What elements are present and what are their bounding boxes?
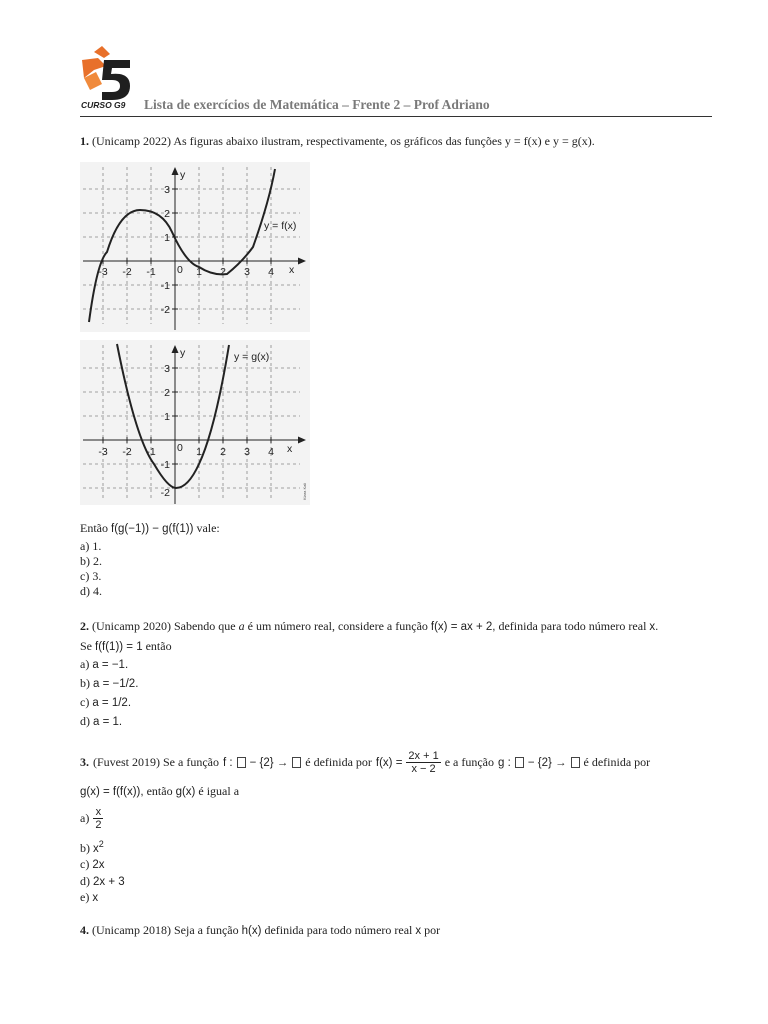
real-set-symbol <box>292 757 301 768</box>
q2-text: definida para todo número real <box>498 619 647 633</box>
q3-g-domain: g : <box>498 756 511 769</box>
graph-f-ytick: 2 <box>164 208 170 220</box>
option-fraction <box>93 806 103 831</box>
graph-g-xtick: 3 <box>244 446 250 458</box>
q3-text: então <box>146 784 173 798</box>
option-letter: b) <box>80 841 90 855</box>
option-value: a = −1/2. <box>93 678 139 690</box>
graph-g <box>80 340 310 505</box>
graph-g-ytick: 2 <box>164 387 170 399</box>
option-letter: b) <box>80 676 90 690</box>
option-value: x <box>92 892 99 904</box>
q3-text: (Fuvest 2019) Se a função <box>93 755 219 769</box>
question-2-statement <box>80 619 658 634</box>
graph-f-xtick: -3 <box>98 266 108 278</box>
header-rule <box>80 116 712 117</box>
fraction-denominator: x − 2 <box>411 763 436 775</box>
graph-g-xtick: 1 <box>196 446 202 458</box>
logo-text: CURSO G9 <box>81 100 126 110</box>
then-expression: f(g(−1)) − g(f(1)) <box>111 523 194 535</box>
option-value: a = 1/2. <box>92 697 132 709</box>
graph-g-label: y = g(x) <box>234 351 270 363</box>
option-value: a = −1. <box>92 659 129 671</box>
real-set-symbol <box>571 757 580 768</box>
q2-option[interactable] <box>80 657 128 672</box>
q1-option[interactable]: d) 4. <box>80 584 102 598</box>
q2-option[interactable] <box>80 714 122 729</box>
graph-g-ytick: -2 <box>160 487 170 499</box>
graph-f-ytick: -1 <box>160 280 170 292</box>
graph-f-ytick: -2 <box>160 304 170 316</box>
q2-text: (Unicamp 2020) Sabendo que <box>92 619 236 633</box>
question-3-line2 <box>80 784 239 799</box>
then-suffix: vale: <box>196 521 220 535</box>
question-2-condition <box>80 639 172 654</box>
option-value: a = 1. <box>93 716 123 728</box>
graph-f-xtick: -1 <box>146 266 156 278</box>
q2-var-a: a <box>238 619 245 633</box>
q4-text: (Unicamp 2018) Seja a função <box>92 923 239 937</box>
then-prefix: Então <box>80 521 108 535</box>
graph-f-xtick: 1 <box>196 266 202 278</box>
graph-f <box>80 162 310 332</box>
q1-option[interactable]: b) 2. <box>80 554 102 568</box>
question-4-number: 4. <box>80 923 89 937</box>
q2-if-suffix: então <box>145 639 172 653</box>
real-set-symbol <box>237 757 246 768</box>
question-1-then <box>80 521 220 536</box>
q3-text: é definida por <box>305 755 372 769</box>
option-letter: e) <box>80 890 90 904</box>
graph-f-label: y = f(x) <box>264 220 297 232</box>
q3-option[interactable] <box>80 857 104 872</box>
graph-f-xtick: -2 <box>122 266 132 278</box>
q3-option[interactable] <box>80 890 98 905</box>
graph-g-xtick: -3 <box>98 446 108 458</box>
graph-f-xtick: 2 <box>220 266 226 278</box>
q2-if-prefix: Se <box>80 639 92 653</box>
real-set-symbol <box>515 757 524 768</box>
graph-credit: Kiara Kali <box>302 482 307 500</box>
question-4-statement <box>80 923 440 938</box>
graph-f-xtick: 4 <box>268 266 274 278</box>
option-value: x <box>93 843 99 855</box>
q2-option[interactable] <box>80 676 138 691</box>
graph-f-ytick: 3 <box>164 184 170 196</box>
q3-f-domain: f : <box>222 756 233 769</box>
q3-text: é igual a <box>198 784 240 798</box>
q3-text: e a função <box>444 755 495 769</box>
q2-if-expression: f(f(1)) = 1 <box>95 641 143 653</box>
graph-f-xlabel: x <box>289 264 295 276</box>
graph-g-origin: 0 <box>177 442 183 454</box>
option-letter: a) <box>80 811 90 825</box>
q3-gx: g(x) <box>175 786 196 798</box>
q1-option[interactable]: c) 3. <box>80 569 102 583</box>
option-letter: c) <box>80 695 90 709</box>
fraction-denominator: 2 <box>95 819 102 831</box>
option-letter: d) <box>80 874 90 888</box>
option-letter: d) <box>80 714 90 728</box>
q2-option[interactable] <box>80 695 131 710</box>
graph-g-xtick: -2 <box>122 446 132 458</box>
q3-fraction <box>406 750 440 775</box>
q2-var-x: x. <box>649 621 659 633</box>
q3-option[interactable] <box>80 874 125 889</box>
q3-g-definition: g(x) = f(f(x)), <box>80 786 144 798</box>
q3-option[interactable] <box>80 839 104 856</box>
q4-var-x: x <box>415 925 422 937</box>
graph-f-xtick: 3 <box>244 266 250 278</box>
q3-text: é definida por <box>583 755 651 769</box>
question-3-number: 3. <box>80 755 89 769</box>
question-2-number: 2. <box>80 619 89 633</box>
graph-f-ylabel: y <box>180 169 186 181</box>
fraction-numerator: x <box>93 806 103 819</box>
q2-function: f(x) = ax + 2, <box>430 621 496 633</box>
q4-text: definida para todo número real <box>264 923 413 937</box>
question-1-number: 1. <box>80 134 89 148</box>
q3-set-minus: − {2} → <box>249 756 289 769</box>
page-header-title: Lista de exercícios de Matemática – Frente 2 – Prof Adriano <box>144 97 490 112</box>
fraction-numerator: 2x + 1 <box>408 750 439 762</box>
option-value: 2x <box>92 859 105 871</box>
option-letter: a) <box>80 657 90 671</box>
q4-text: por <box>424 923 441 937</box>
option-letter: c) <box>80 857 90 871</box>
graph-f-ytick: 1 <box>164 232 170 244</box>
q2-text: é um número real, considere a função <box>247 619 428 633</box>
q1-option[interactable]: a) 1. <box>80 539 102 553</box>
question-1-text: (Unicamp 2022) As figuras abaixo ilustram, respectivamente, os gráficos das funções y = f(x) e y = g(x). <box>92 134 595 148</box>
question-1-statement <box>80 134 595 149</box>
graph-g-xlabel: x <box>287 443 293 455</box>
graph-g-ylabel: y <box>180 347 186 359</box>
q4-hx: h(x) <box>241 925 262 937</box>
curso-g9-logo <box>80 44 132 110</box>
graph-g-ytick: -1 <box>160 459 170 471</box>
q3-option[interactable] <box>80 806 103 831</box>
graph-g-ytick: 1 <box>164 411 170 423</box>
graph-g-xtick: 2 <box>220 446 226 458</box>
q3-set-minus: − {2} → <box>527 756 567 769</box>
q3-fx-prefix: f(x) = <box>375 756 403 769</box>
option-value: 2x + 3 <box>93 876 125 888</box>
question-3-statement <box>80 750 650 775</box>
graph-g-xtick: 4 <box>268 446 274 458</box>
graph-g-xtick: -1 <box>146 446 156 458</box>
graph-f-origin: 0 <box>177 264 183 276</box>
graph-g-ytick: 3 <box>164 363 170 375</box>
option-exponent: 2 <box>98 839 104 849</box>
